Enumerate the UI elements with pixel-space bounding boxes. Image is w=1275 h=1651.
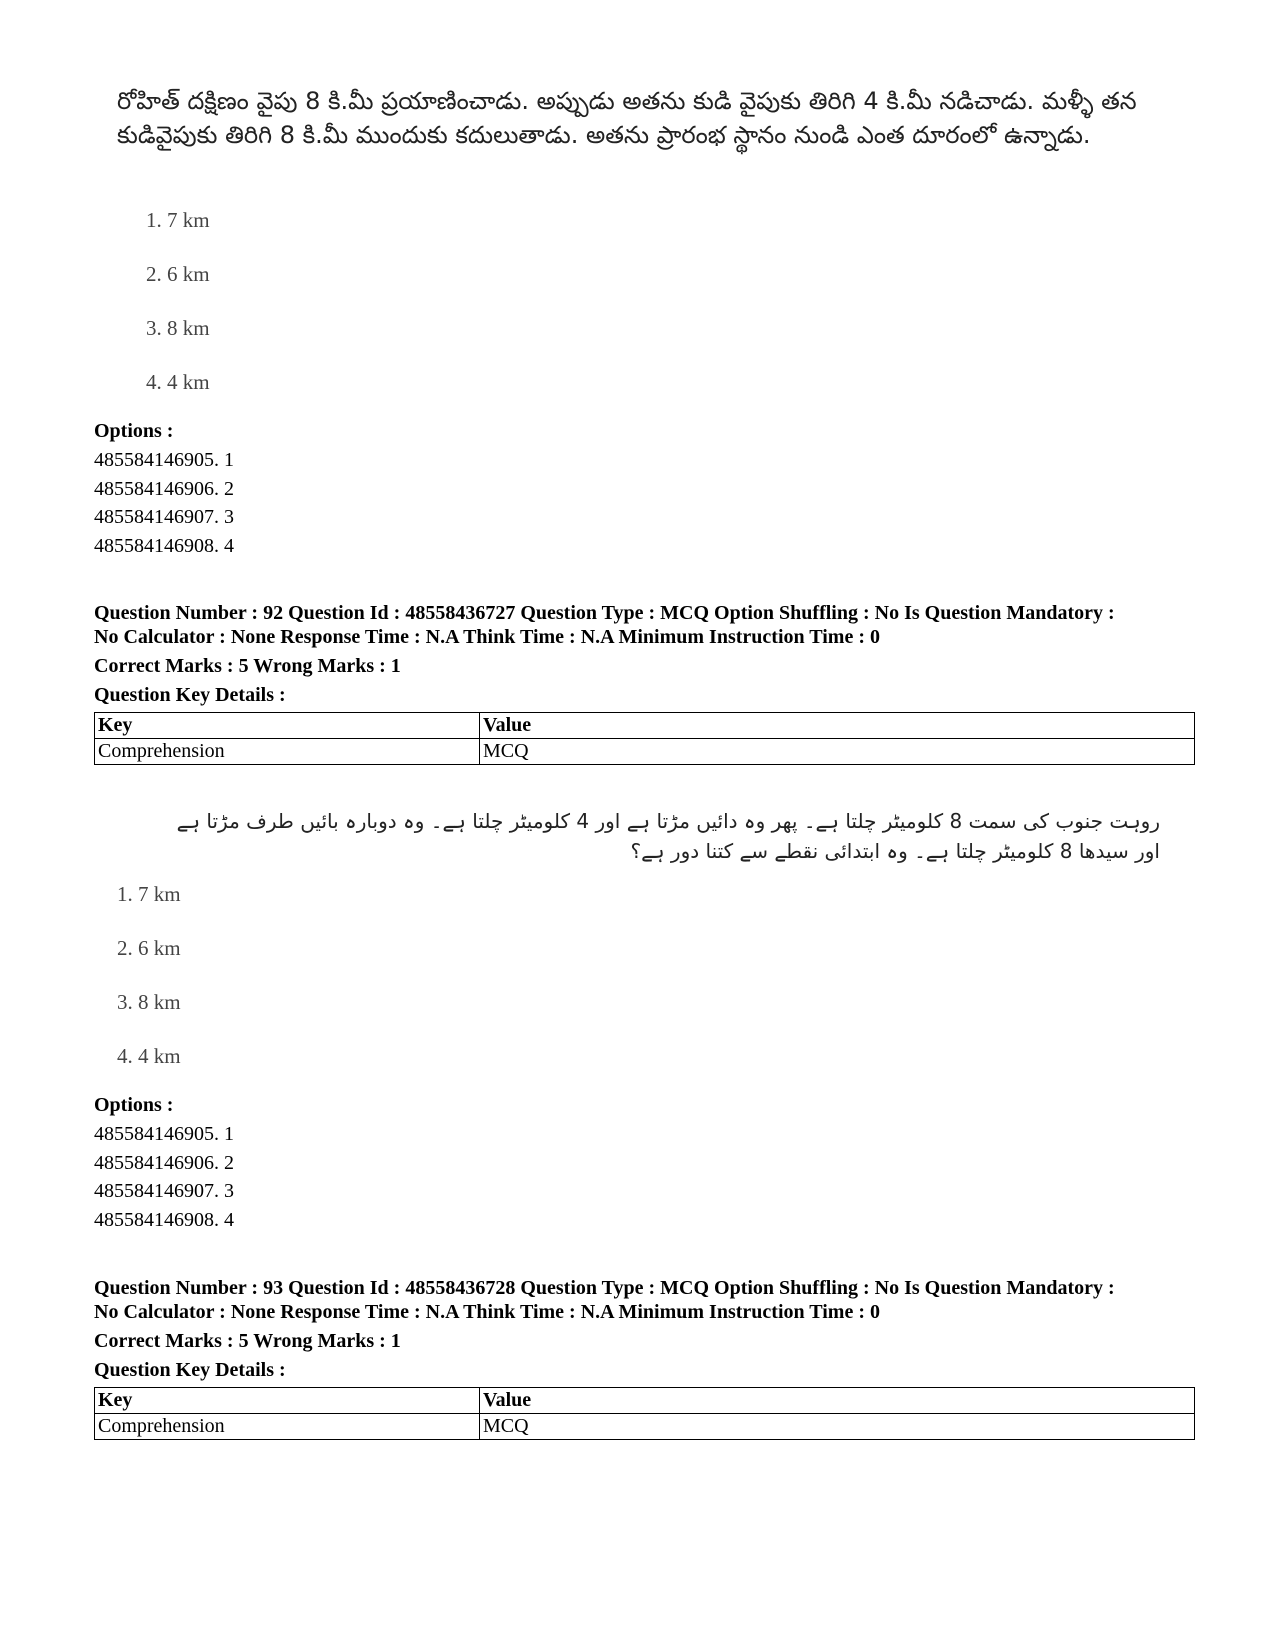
choice-1: 1. 7 km: [117, 882, 181, 906]
options-label: Options :: [94, 420, 174, 442]
key-cell: Comprehension: [95, 1414, 480, 1440]
options-label: Options :: [94, 1094, 174, 1116]
value-cell: MCQ: [480, 1414, 1195, 1440]
key-header: Key: [95, 713, 480, 739]
option-id: 485584146905. 1: [94, 449, 234, 471]
choice-4: 4. 4 km: [146, 370, 210, 394]
choice-4: 4. 4 km: [117, 1044, 181, 1068]
option-id: 485584146907. 3: [94, 1180, 234, 1202]
key-details-table: [94, 712, 1195, 765]
question-meta-line2: No Calculator : None Response Time : N.A Think Time : N.A Minimum Instruction Time : 0: [94, 1301, 880, 1323]
value-header: Value: [480, 1388, 1195, 1414]
choice-1: 1. 7 km: [146, 208, 210, 232]
value-cell: MCQ: [480, 739, 1195, 765]
key-details-label: Question Key Details :: [94, 1359, 286, 1381]
option-id: 485584146905. 1: [94, 1123, 234, 1145]
key-details-table: [94, 1387, 1195, 1440]
option-id: 485584146906. 2: [94, 478, 234, 500]
question-text-urdu: روہت جنوب کی سمت 8 کلومیٹر چلتا ہے۔ پھر وہ دائیں مڑتا ہے اور 4 کلومیٹر چلتا ہے۔ وہ دوبارہ بائیں طرف مڑتا ہے اور سیدھا 8 کلومیٹر چلتا ہے۔ وہ ابتدائی نقطے سے کتنا دور ہے؟: [176, 809, 1160, 863]
option-id: 485584146908. 4: [94, 1209, 234, 1231]
question-meta-line1: Question Number : 92 Question Id : 48558436727 Question Type : MCQ Option Shuffling : No Is Question Mandatory :: [94, 602, 1115, 624]
question-text-telugu: రోహిత్ దక్షిణం వైపు 8 కి.మీ ప్రయాణించాడు. అప్పుడు అతను కుడి వైపుకు తిరిగి 4 కి.మీ నడిచాడు. మళ్ళీ తన కుడివైపుకు తిరిగి 8 కి.మీ ముందుకు కదులుతాడు. అతను ప్రారంభ స్థానం నుండి ఎంత దూరంలో ఉన్నాడు.: [117, 87, 1137, 149]
choice-2: 2. 6 km: [117, 936, 181, 960]
marks-line: Correct Marks : 5 Wrong Marks : 1: [94, 1330, 401, 1352]
key-cell: Comprehension: [95, 739, 480, 765]
choice-3: 3. 8 km: [117, 990, 181, 1014]
value-header: Value: [480, 713, 1195, 739]
choice-3: 3. 8 km: [146, 316, 210, 340]
option-id: 485584146908. 4: [94, 535, 234, 557]
choice-2: 2. 6 km: [146, 262, 210, 286]
key-header: Key: [95, 1388, 480, 1414]
marks-line: Correct Marks : 5 Wrong Marks : 1: [94, 655, 401, 677]
table-row: [95, 739, 1195, 765]
question-meta-line1: Question Number : 93 Question Id : 48558436728 Question Type : MCQ Option Shuffling : No Is Question Mandatory :: [94, 1277, 1115, 1299]
key-details-label: Question Key Details :: [94, 684, 286, 706]
table-row: [95, 1414, 1195, 1440]
table-header-row: [95, 1388, 1195, 1414]
option-id: 485584146906. 2: [94, 1152, 234, 1174]
question-meta-line2: No Calculator : None Response Time : N.A Think Time : N.A Minimum Instruction Time : 0: [94, 626, 880, 648]
option-id: 485584146907. 3: [94, 506, 234, 528]
table-header-row: [95, 713, 1195, 739]
